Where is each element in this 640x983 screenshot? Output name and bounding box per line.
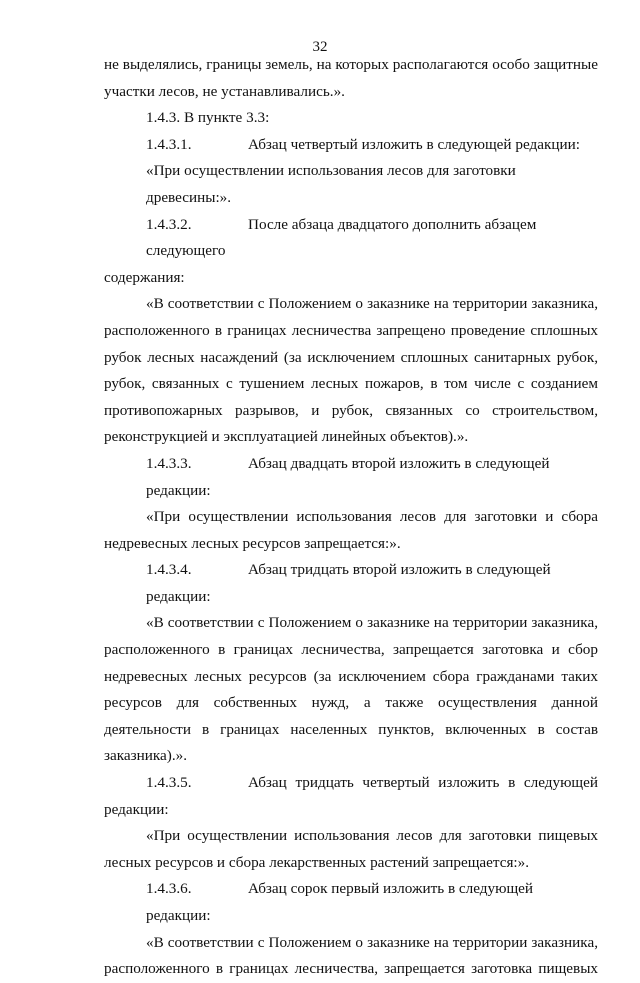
- text-line: недревесных лесных ресурсов (за исключением сбора гражданами таких: [104, 667, 598, 685]
- item-text: После абзаца двадцатого дополнить абзацем следующего: [146, 215, 537, 260]
- quoted-text-line: «При осуществлении использования лесов для заготовки пищевых: [146, 827, 598, 845]
- item-text: Абзац сорок первый изложить в следующей редакции:: [146, 880, 534, 924]
- text-line: содержания:: [104, 268, 185, 286]
- text-line: лесных ресурсов и сбора лекарственных растений запрещается:».: [104, 853, 530, 871]
- numbered-item: [104, 557, 598, 610]
- item-text: Абзац тридцать четвертый изложить в следующей: [248, 774, 598, 792]
- item-number: 1.4.3.5.: [146, 774, 192, 792]
- section-heading: 1.4.3. В пункте 3.3:: [146, 109, 270, 127]
- text-line: заказника).».: [104, 747, 188, 765]
- quoted-text-line: «В соответствии с Положением о заказнике на территории заказника,: [146, 933, 598, 951]
- item-text: Абзац тридцать второй изложить в следующей редакции:: [146, 561, 551, 605]
- text-line: недревесных лесных ресурсов запрещается:».: [104, 534, 401, 552]
- numbered-item: [104, 212, 598, 265]
- quoted-text-line: «При осуществлении использования лесов для заготовки и сбора: [146, 508, 598, 526]
- quoted-text-line: «В соответствии с Положением о заказнике на территории заказника,: [146, 295, 598, 313]
- item-number: 1.4.3.6.: [146, 880, 192, 898]
- text-line: расположенного в границах лесничества, запрещается заготовка и сбор: [104, 641, 598, 659]
- document-body: [104, 52, 598, 983]
- page-number: 32: [312, 39, 328, 55]
- text-line: реконструкцией и эксплуатацией линейных объектов).».: [104, 428, 469, 446]
- text-line: противопожарных разрывов, и рубок, связанных со строительством,: [104, 401, 598, 419]
- numbered-item: [104, 770, 598, 797]
- quoted-text-line: «В соответствии с Положением о заказнике на территории заказника,: [146, 614, 598, 632]
- text-line: расположенного в границах лесничества запрещено проведение сплошных: [104, 321, 598, 339]
- text-line: рубок лесных насаждений (за исключением сплошных санитарных рубок,: [104, 348, 598, 366]
- item-number: 1.4.3.3.: [146, 454, 192, 472]
- item-text: Абзац двадцать второй изложить в следующей редакции:: [146, 454, 550, 499]
- text-line: рубок, связанных с тушением лесных пожаров, в том числе с созданием: [104, 375, 598, 393]
- text-line: ресурсов для собственных нужд, а также осуществления данной: [104, 694, 598, 712]
- item-text: Абзац четвертый изложить в следующей редакции:: [248, 135, 580, 153]
- item-number: 1.4.3.1.: [146, 135, 192, 153]
- text-line: не выделялись, границы земель, на которых располагаются особо защитные: [104, 56, 598, 73]
- text-line: участки лесов, не устанавливались.».: [104, 82, 345, 100]
- item-number: 1.4.3.4.: [146, 561, 192, 579]
- numbered-item: [104, 876, 598, 929]
- quoted-text-line: «При осуществлении использования лесов для заготовки древесины:».: [146, 162, 516, 206]
- text-line: редакции:: [104, 800, 169, 818]
- item-number: 1.4.3.2.: [146, 215, 192, 233]
- text-line: деятельности в границах населенных пунктов, включенных в состав: [104, 720, 598, 738]
- numbered-item: [104, 132, 598, 159]
- text-line: расположенного в границах лесничества, запрещается заготовка пищевых: [104, 960, 598, 978]
- numbered-item: [104, 451, 598, 504]
